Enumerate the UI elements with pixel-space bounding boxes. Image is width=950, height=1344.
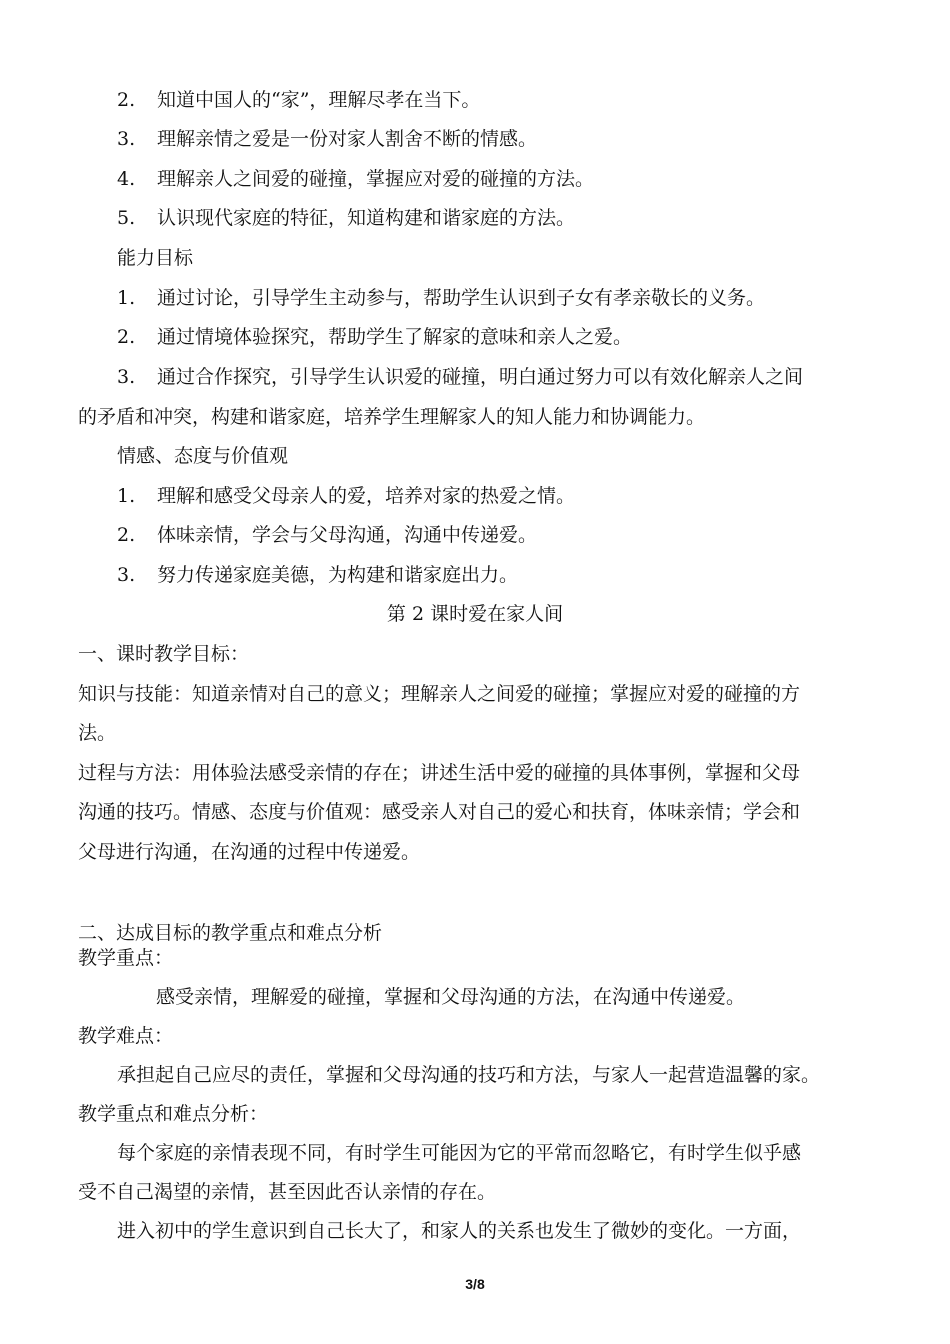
paragraph-line: 沟通的技巧。情感、态度与价值观：感受亲人对自己的爱心和扶育，体味亲情；学会和 [78, 801, 801, 823]
list-item: 3. 努力传递家庭美德，为构建和谐家庭出力。 [117, 564, 519, 586]
emotion-heading: 情感、态度与价值观 [117, 445, 289, 467]
list-item: 2. 知道中国人的“家”，理解尽孝在当下。 [117, 89, 481, 111]
difficult-text: 承担起自己应尽的责任，掌握和父母沟通的技巧和方法，与家人一起营造温馨的家。 [117, 1064, 821, 1086]
list-item: 2. 通过情境体验探究，帮助学生了解家的意味和亲人之爱。 [117, 326, 633, 348]
section-heading: 一、课时教学目标： [78, 643, 250, 665]
page-number: 3/8 [465, 1276, 485, 1292]
list-item: 1. 理解和感受父母亲人的爱，培养对家的热爱之情。 [117, 485, 576, 507]
key-text: 感受亲情，理解爱的碰撞，掌握和父母沟通的方法，在沟通中传递爱。 [156, 986, 746, 1008]
paragraph-line: 进入初中的学生意识到自己长大了，和家人的关系也发生了微妙的变化。一方面， [117, 1220, 802, 1242]
paragraph-line: 法。 [78, 722, 117, 744]
section-heading: 二、达成目标的教学重点和难点分析 [78, 922, 383, 944]
difficult-label: 教学难点： [78, 1025, 174, 1047]
paragraph-line: 每个家庭的亲情表现不同，有时学生可能因为它的平常而忽略它，有时学生似乎感 [117, 1142, 802, 1164]
list-item: 3. 通过合作探究，引导学生认识爱的碰撞，明白通过努力可以有效化解亲人之间 [117, 366, 804, 388]
list-item: 2. 体味亲情，学会与父母沟通，沟通中传递爱。 [117, 524, 538, 546]
paragraph-line: 父母进行沟通，在沟通的过程中传递爱。 [78, 841, 421, 863]
analysis-label: 教学重点和难点分析： [78, 1103, 269, 1125]
list-item: 1. 通过讨论，引导学生主动参与，帮助学生认识到子女有孝亲敬长的义务。 [117, 287, 766, 309]
list-item: 3. 理解亲情之爱是一份对家人割舍不断的情感。 [117, 128, 538, 150]
ability-heading: 能力目标 [117, 247, 194, 269]
lesson-title: 第 2 课时爱在家人间 [386, 603, 564, 625]
paragraph-line: 受不自己渴望的亲情，甚至因此否认亲情的存在。 [78, 1181, 497, 1203]
key-label: 教学重点： [78, 947, 174, 969]
list-item: 5. 认识现代家庭的特征，知道构建和谐家庭的方法。 [117, 207, 576, 229]
list-item-continuation: 的矛盾和冲突，构建和谐家庭，培养学生理解家人的知人能力和协调能力。 [78, 406, 706, 428]
list-item: 4. 理解亲人之间爱的碰撞，掌握应对爱的碰撞的方法。 [117, 168, 595, 190]
paragraph-line: 知识与技能：知道亲情对自己的意义；理解亲人之间爱的碰撞；掌握应对爱的碰撞的方 [78, 683, 801, 705]
paragraph-line: 过程与方法：用体验法感受亲情的存在；讲述生活中爱的碰撞的具体事例，掌握和父母 [78, 762, 801, 784]
